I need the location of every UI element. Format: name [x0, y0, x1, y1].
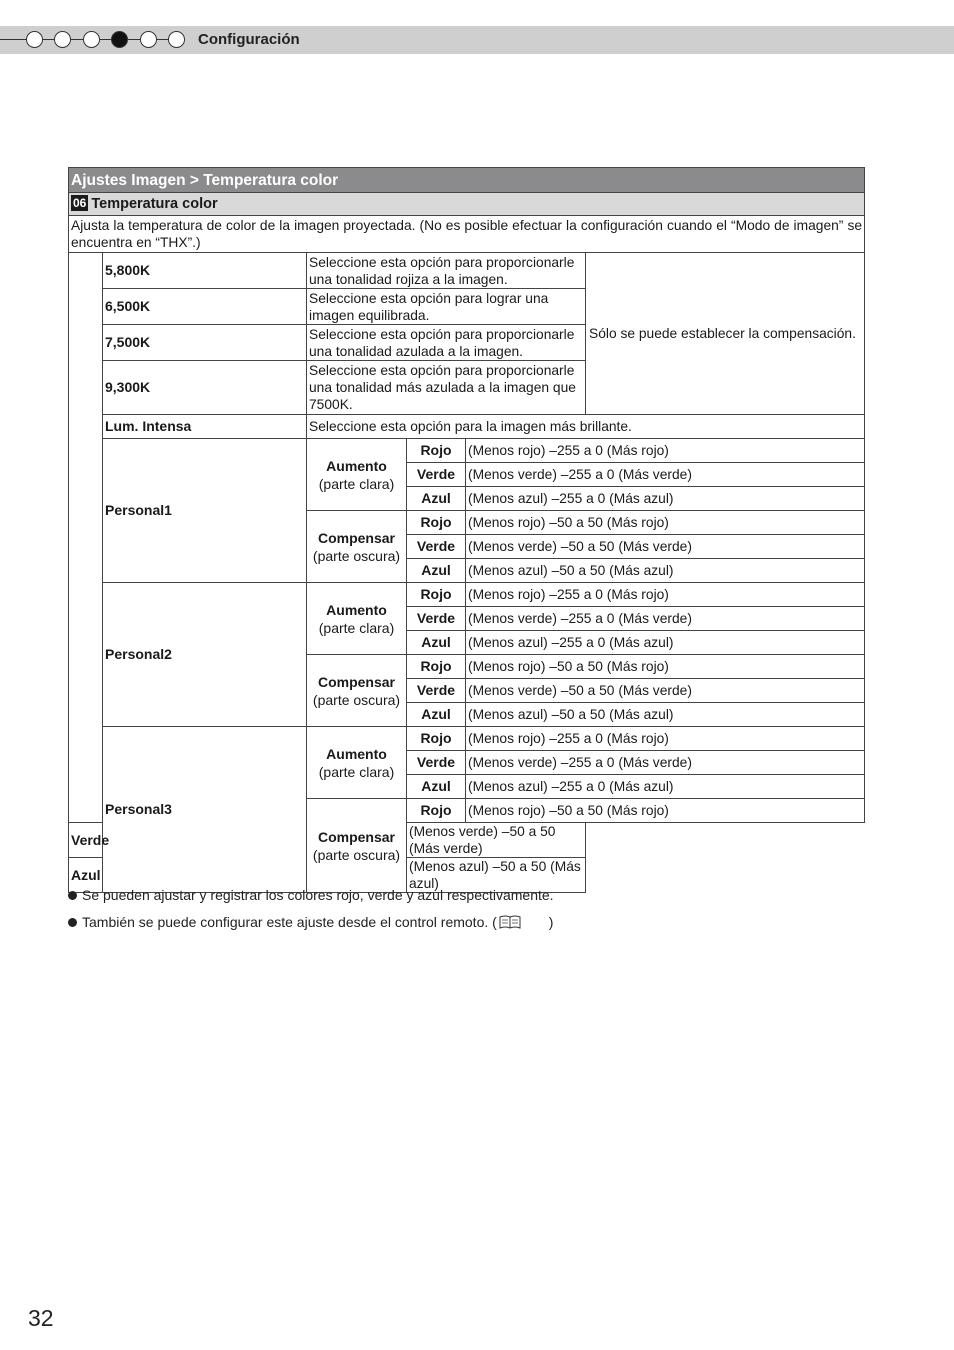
color-red: Rojo — [407, 439, 466, 463]
gain-group — [307, 727, 407, 799]
color-red: Rojo — [407, 727, 466, 751]
gain-group — [307, 439, 407, 511]
description-row — [69, 216, 865, 253]
gain-sublabel: (parte clara) — [318, 475, 395, 492]
preset-name: 9,300K — [103, 361, 307, 415]
range-text: (Menos azul) –255 a 0 (Más azul) — [466, 775, 865, 799]
color-red: Rojo — [407, 511, 466, 535]
note-2-close: ) — [548, 914, 554, 930]
color-blue: Azul — [407, 487, 466, 511]
offset-group — [307, 511, 407, 583]
preset-note: Sólo se puede establecer la compensación. — [586, 253, 865, 415]
bullet-icon — [68, 918, 77, 927]
range-text: (Menos rojo) –255 a 0 (Más rojo) — [466, 583, 865, 607]
progress-dot-5 — [140, 31, 157, 48]
gain-sublabel: (parte clara) — [318, 619, 395, 636]
bullet-icon — [68, 891, 77, 900]
item-number-badge: 06 — [73, 196, 87, 210]
offset-label: Compensar — [317, 673, 396, 690]
gain-label: Aumento — [326, 745, 387, 762]
offset-sublabel: (parte oscura) — [312, 846, 401, 863]
range-text: (Menos azul) –255 a 0 (Más azul) — [466, 631, 865, 655]
offset-label: Compensar — [317, 828, 396, 845]
color-blue: Azul — [407, 703, 466, 727]
progress-dot-4-active — [111, 31, 128, 48]
gain-label: Aumento — [326, 601, 387, 618]
preset-description: Seleccione esta opción para proporcionarle una tonalidad azulada a la imagen. — [307, 325, 586, 361]
preset-description: Seleccione esta opción para proporcionarle una tonalidad más azulada a la imagen que 7500K. — [307, 361, 586, 415]
section-title: Configuración — [198, 31, 300, 48]
preset-description: Seleccione esta opción para proporcionarle una tonalidad rojiza a la imagen. — [307, 253, 586, 289]
color-green: Verde — [407, 751, 466, 775]
preset-description: Seleccione esta opción para lograr una imagen equilibrada. — [307, 289, 586, 325]
note-2-text: También se puede configurar este ajuste desde el control remoto. ( — [82, 914, 497, 930]
color-blue: Azul — [407, 631, 466, 655]
note-2 — [68, 914, 553, 932]
range-text: (Menos rojo) –50 a 50 (Más rojo) — [466, 655, 865, 679]
range-text: (Menos verde) –50 a 50 (Más verde) — [466, 679, 865, 703]
preset-name: 7,500K — [103, 325, 307, 361]
offset-label: Compensar — [317, 529, 396, 546]
color-blue: Azul — [69, 858, 103, 893]
indent-column — [69, 253, 103, 823]
table-row — [69, 253, 865, 289]
progress-dot-3 — [83, 31, 100, 48]
progress-dot-1 — [26, 31, 43, 48]
range-text: (Menos verde) –255 a 0 (Más verde) — [466, 751, 865, 775]
item-title: Temperatura color — [91, 196, 218, 212]
personal-name: Personal3 — [103, 727, 307, 893]
range-text: (Menos azul) –50 a 50 (Más azul) — [466, 703, 865, 727]
range-text: (Menos verde) –255 a 0 (Más verde) — [466, 607, 865, 631]
preset-name: Lum. Intensa — [103, 415, 307, 439]
color-green: Verde — [407, 679, 466, 703]
item-description: Ajusta la temperatura de color de la imagen proyectada. (No es posible efectuar la configuración cuando el “Modo de imagen” se encuentra en “THX”.) — [69, 216, 865, 253]
range-text: (Menos verde) –50 a 50 (Más verde) — [407, 823, 586, 858]
offset-sublabel: (parte oscura) — [312, 691, 401, 708]
progress-dot-2 — [54, 31, 71, 48]
range-text: (Menos azul) –50 a 50 (Más azul) — [407, 858, 586, 893]
range-text: (Menos azul) –50 a 50 (Más azul) — [466, 559, 865, 583]
color-green: Verde — [407, 607, 466, 631]
range-text: (Menos rojo) –50 a 50 (Más rojo) — [466, 799, 865, 823]
color-blue: Azul — [407, 559, 466, 583]
table-title: Ajustes Imagen > Temperatura color — [69, 168, 865, 193]
gain-group — [307, 583, 407, 655]
table-row — [69, 583, 865, 607]
preset-name: 5,800K — [103, 253, 307, 289]
personal-name: Personal2 — [103, 583, 307, 727]
item-header-row — [69, 193, 865, 216]
settings-table — [68, 167, 865, 893]
gain-sublabel: (parte clara) — [318, 763, 395, 780]
range-text: (Menos verde) –50 a 50 (Más verde) — [466, 535, 865, 559]
range-text: (Menos azul) –255 a 0 (Más azul) — [466, 487, 865, 511]
page-number: 32 — [28, 1305, 54, 1331]
table-row — [69, 727, 865, 751]
preset-name: 6,500K — [103, 289, 307, 325]
table-title-row — [69, 168, 865, 193]
range-text: (Menos verde) –255 a 0 (Más verde) — [466, 463, 865, 487]
personal-name: Personal1 — [103, 439, 307, 583]
range-text: (Menos rojo) –255 a 0 (Más rojo) — [466, 727, 865, 751]
color-red: Rojo — [407, 583, 466, 607]
color-green: Verde — [407, 463, 466, 487]
table-row — [69, 415, 865, 439]
offset-group — [307, 655, 407, 727]
range-text: (Menos rojo) –50 a 50 (Más rojo) — [466, 511, 865, 535]
color-green: Verde — [69, 823, 103, 858]
progress-dot-6 — [168, 31, 185, 48]
book-reference-icon — [499, 915, 521, 932]
offset-group — [307, 799, 407, 893]
note-1 — [68, 887, 554, 903]
color-green: Verde — [407, 535, 466, 559]
table-row — [69, 439, 865, 463]
note-1-text: Se pueden ajustar y registrar los colores rojo, verde y azul respectivamente. — [82, 887, 554, 903]
gain-label: Aumento — [326, 457, 387, 474]
offset-sublabel: (parte oscura) — [312, 547, 401, 564]
color-blue: Azul — [407, 775, 466, 799]
color-red: Rojo — [407, 799, 466, 823]
preset-description: Seleccione esta opción para la imagen más brillante. — [307, 415, 865, 439]
range-text: (Menos rojo) –255 a 0 (Más rojo) — [466, 439, 865, 463]
color-red: Rojo — [407, 655, 466, 679]
